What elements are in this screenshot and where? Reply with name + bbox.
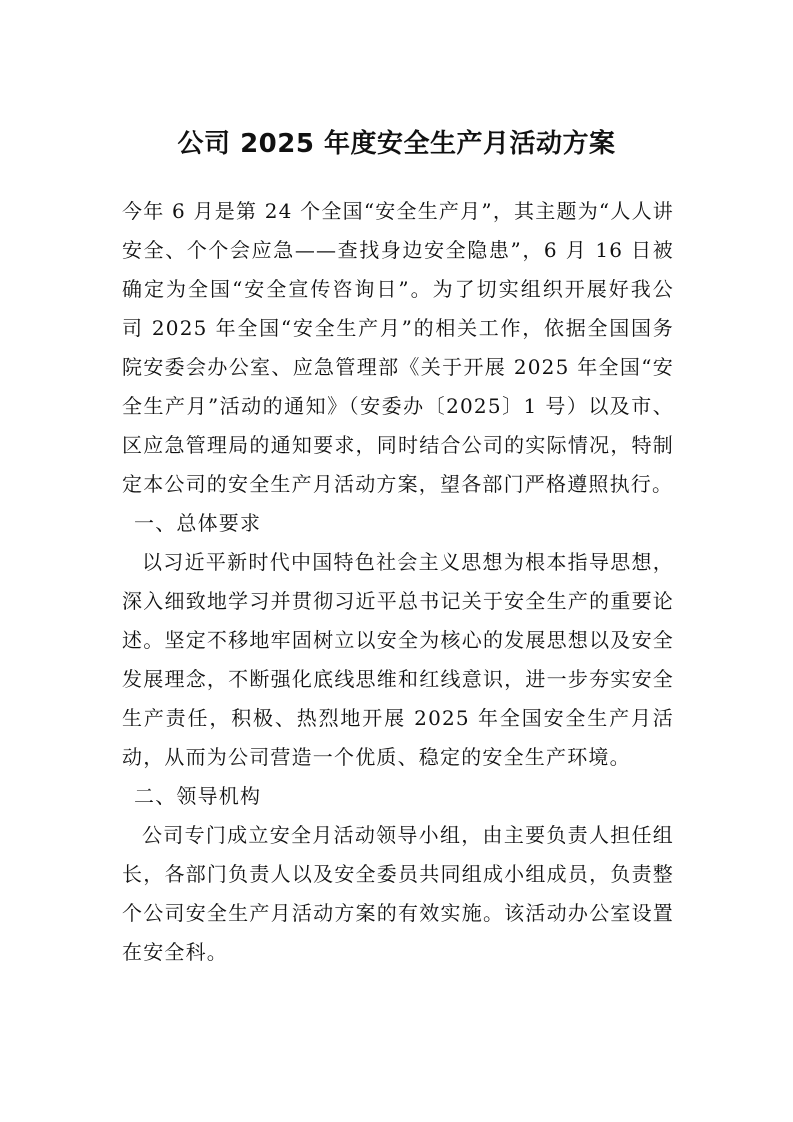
section-paragraph-leadership: 公司专门成立安全月活动领导小组，由主要负责人担任组长，各部门负责人以及安全委员共同组成小组成员，负责整个公司安全生产月活动方案的有效实施。该活动办公室设置在安全科。	[122, 823, 674, 964]
document-body	[122, 192, 674, 972]
document-title: 公司 2025 年度安全生产月活动方案	[177, 129, 616, 159]
section-paragraph-general-requirements: 以习近平新时代中国特色社会主义思想为根本指导思想，深入细致地学习并贯彻习近平总书记关于安全生产的重要论述。坚定不移地牢固树立以安全为核心的发展思想以及安全发展理念，不断强化底线思维和红线意识，进一步夯实安全生产责任，积极、热烈地开展 2025 年全国安全生产月活动，从而为公司营造一个优质、稳定的安全生产环境。	[122, 550, 674, 769]
section-heading-leadership: 二、领导机构	[134, 784, 262, 808]
intro-paragraph: 今年 6 月是第 24 个全国“安全生产月”，其主题为“人人讲安全、个个会应急——查找身边安全隐患”，6 月 16 日被确定为全国“安全宣传咨询日”。为了切实组织开展好我公司 2025 年全国“安全生产月”的相关工作，依据全国国务院安委会办公室、应急管理部《关于开展 2025 年全国“安全生产月”活动的通知》（安委办〔2025〕1 号）以及市、区应急管理局的通知要求，同时结合公司的实际情况，特制定本公司的安全生产月活动方案，望各部门严格遵照执行。	[122, 199, 674, 496]
section-heading-general-requirements: 一、总体要求	[134, 511, 262, 535]
